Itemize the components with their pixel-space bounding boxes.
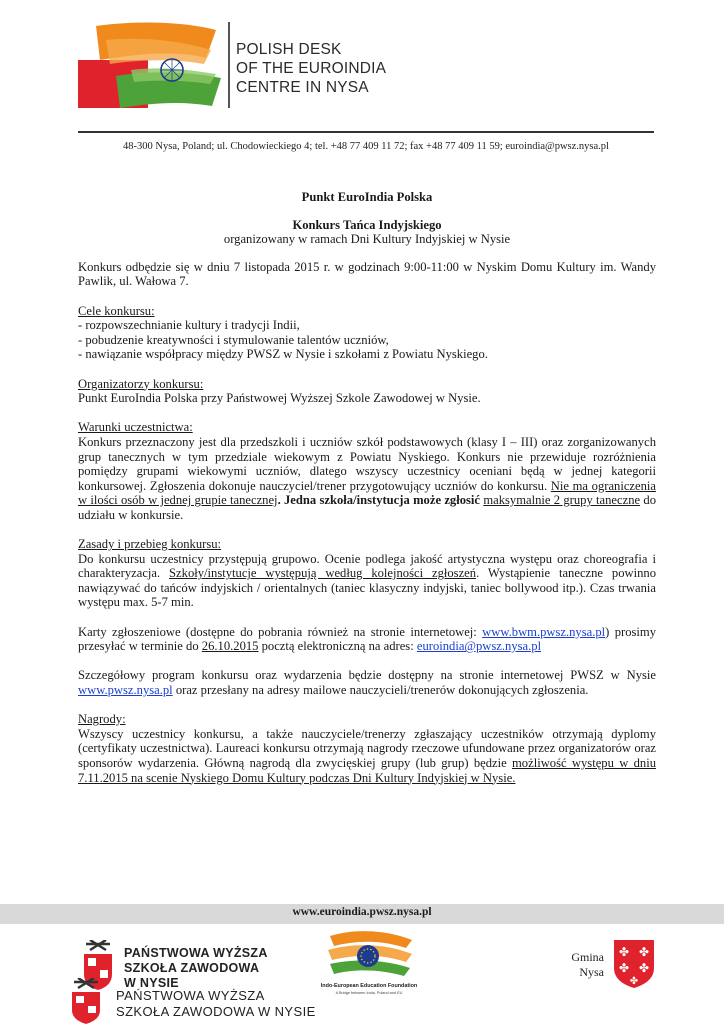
- pwsz-name-bold: PAŃSTWOWA WYŻSZA SZKOŁA ZAWODOWA W NYSIE: [124, 946, 268, 990]
- doc-subtitle: organizowany w ramach Dni Kultury Indyjskiej w Nysie: [223, 232, 511, 247]
- header-rule: [78, 131, 654, 133]
- doc-title: Konkurs Tańca Indyjskiego: [292, 217, 442, 232]
- conditions-paragraph: Konkurs przeznaczony jest dla przedszkoli i uczniów szkół podstawowych (klasy I – III) oraz zorganizowanych grup tanecznych w tym przedziale wiekowym z Powiatu Nyskiego. Konkurs nie przewiduje rozróżnienia pomiędzy grupami wiekowymi uczniów, dlatego wszyscy uczestnicy oceniani będą w jednej kategorii konkursowej. Zgłoszenia dokonuje nauczyciel/trener przygotowujący uczniów do konkursu. Nie ma ograniczenia w ilości osób w jednej grupie tanecznej. Jedna szkoła/instytucja może zgłosić maksymalnie 2 grupy taneczne do udziału w konkursie.: [78, 434, 656, 522]
- ieef-tagline: A Bridge between India, Poland and EU: [335, 991, 403, 995]
- goal-item: - nawiązanie współpracy między PWSZ w Nysie i szkołami z Powiatu Nyskiego.: [78, 347, 488, 362]
- organizers-text: Punkt EuroIndia Polska przy Państwowej Wyższej Szkole Zawodowej w Nysie.: [78, 391, 481, 406]
- prizes-paragraph: Wszyscy uczestnicy konkursu, a także nauczyciele/trenerzy zgłaszający uczestników otrzymają dyplomy (certyfikaty uczestnictwa). Laureaci konkursu otrzymają nagrody rzeczowe ufundowane przez organizatorów oraz sponsorów wydarzenia. Główną nagrodą dla zwycięskiej grupy (lub grup) będzie możliwość występu w dniu 7.11.2015 na scenie Nyskiego Domu Kultury podczas Dni Kultury Indyjskiej w Nysie.: [78, 726, 656, 785]
- ieef-name: Indo-European Education Foundation: [320, 983, 418, 989]
- intro-paragraph: Konkurs odbędzie się w dniu 7 listopada 2015 r. w godzinach 9:00-11:00 w Nyskim Domu Kultury im. Wandy Pawlik, ul. Wałowa 7.: [78, 259, 656, 289]
- rules-paragraph: Do konkursu uczestnicy przystępują grupowo. Ocenie podlega jakość artystyczna występu oraz choreografia i charakteryzacja. Szkoły/instytucje występują według kolejności zgłoszeń. Wystąpienie taneczne powinno nawiązywać do tańców indyjskich / orientalnych (taniec klasyczny indyjski, taniec bollywood itp.). Czas trwania występu max. 5-7 min.: [78, 551, 656, 610]
- bwm-link[interactable]: www.bwm.pwsz.nysa.pl: [482, 624, 606, 639]
- email-link[interactable]: euroindia@pwsz.nysa.pl: [416, 639, 542, 654]
- svg-text:✤: ✤: [618, 945, 630, 959]
- goals-heading: Cele konkursu:: [78, 303, 155, 318]
- prizes-heading: Nagrody:: [78, 712, 126, 727]
- gmina-nysa-label: Gmina Nysa: [571, 950, 604, 979]
- ieef-logo: [316, 926, 422, 998]
- euroindia-logo-graphic: [76, 20, 226, 112]
- svg-text:✤: ✤: [638, 961, 650, 975]
- program-paragraph: Szczegółowy program konkursu oraz wydarzenia będzie dostępny na stronie internetowej PWSZ w Nysie www.pwsz.nysa.pl oraz przesłany na adresy mailowe nauczycieli/trenerów dokonujących zgłoszenia.: [78, 668, 656, 697]
- conditions-heading: Warunki uczestnictwa:: [78, 420, 193, 435]
- document-body: [78, 190, 656, 785]
- goal-item: - rozpowszechnianie kultury i tradycji Indii,: [78, 318, 300, 333]
- polish-desk-title: POLISH DESK OF THE EUROINDIA CENTRE IN NYSA: [236, 41, 387, 96]
- svg-text:✤: ✤: [629, 976, 639, 987]
- organizers-heading: Organizatorzy konkursu:: [78, 376, 204, 391]
- pwsz-name-regular: PAŃSTWOWA WYŻSZA SZKOŁA ZAWODOWA W NYSIE: [116, 988, 316, 1019]
- pwsz-link[interactable]: www.pwsz.nysa.pl: [78, 683, 173, 697]
- org-name: Punkt EuroIndia Polska: [301, 190, 433, 204]
- svg-text:✤: ✤: [618, 961, 630, 975]
- svg-text:✤: ✤: [638, 945, 650, 959]
- rules-heading: Zasady i przebieg konkursu:: [78, 537, 222, 552]
- nysa-crest-icon: [612, 938, 656, 988]
- deadline-date: 26.10.2015: [201, 639, 259, 654]
- footer-url[interactable]: www.euroindia.pwsz.nysa.pl: [292, 906, 432, 918]
- logo-divider: [228, 22, 230, 108]
- pwsz-crest-small-icon: [68, 978, 104, 1024]
- contact-address: 48-300 Nysa, Poland; ul. Chodowieckiego 4; tel. +48 77 409 11 72; fax +48 77 409 11 59; euroindia@pwsz.nysa.pl: [123, 141, 609, 152]
- forms-paragraph: Karty zgłoszeniowe (dostępne do pobrania również na stronie internetowej: www.bwm.pwsz.nysa.pl) prosimy przesyłać w terminie do 26.10.2015 pocztą elektroniczną na adres: euroindia@pwsz.nysa.pl: [78, 624, 656, 654]
- goal-item: - pobudzenie kreatywności i stymulowanie talentów uczniów,: [78, 332, 389, 347]
